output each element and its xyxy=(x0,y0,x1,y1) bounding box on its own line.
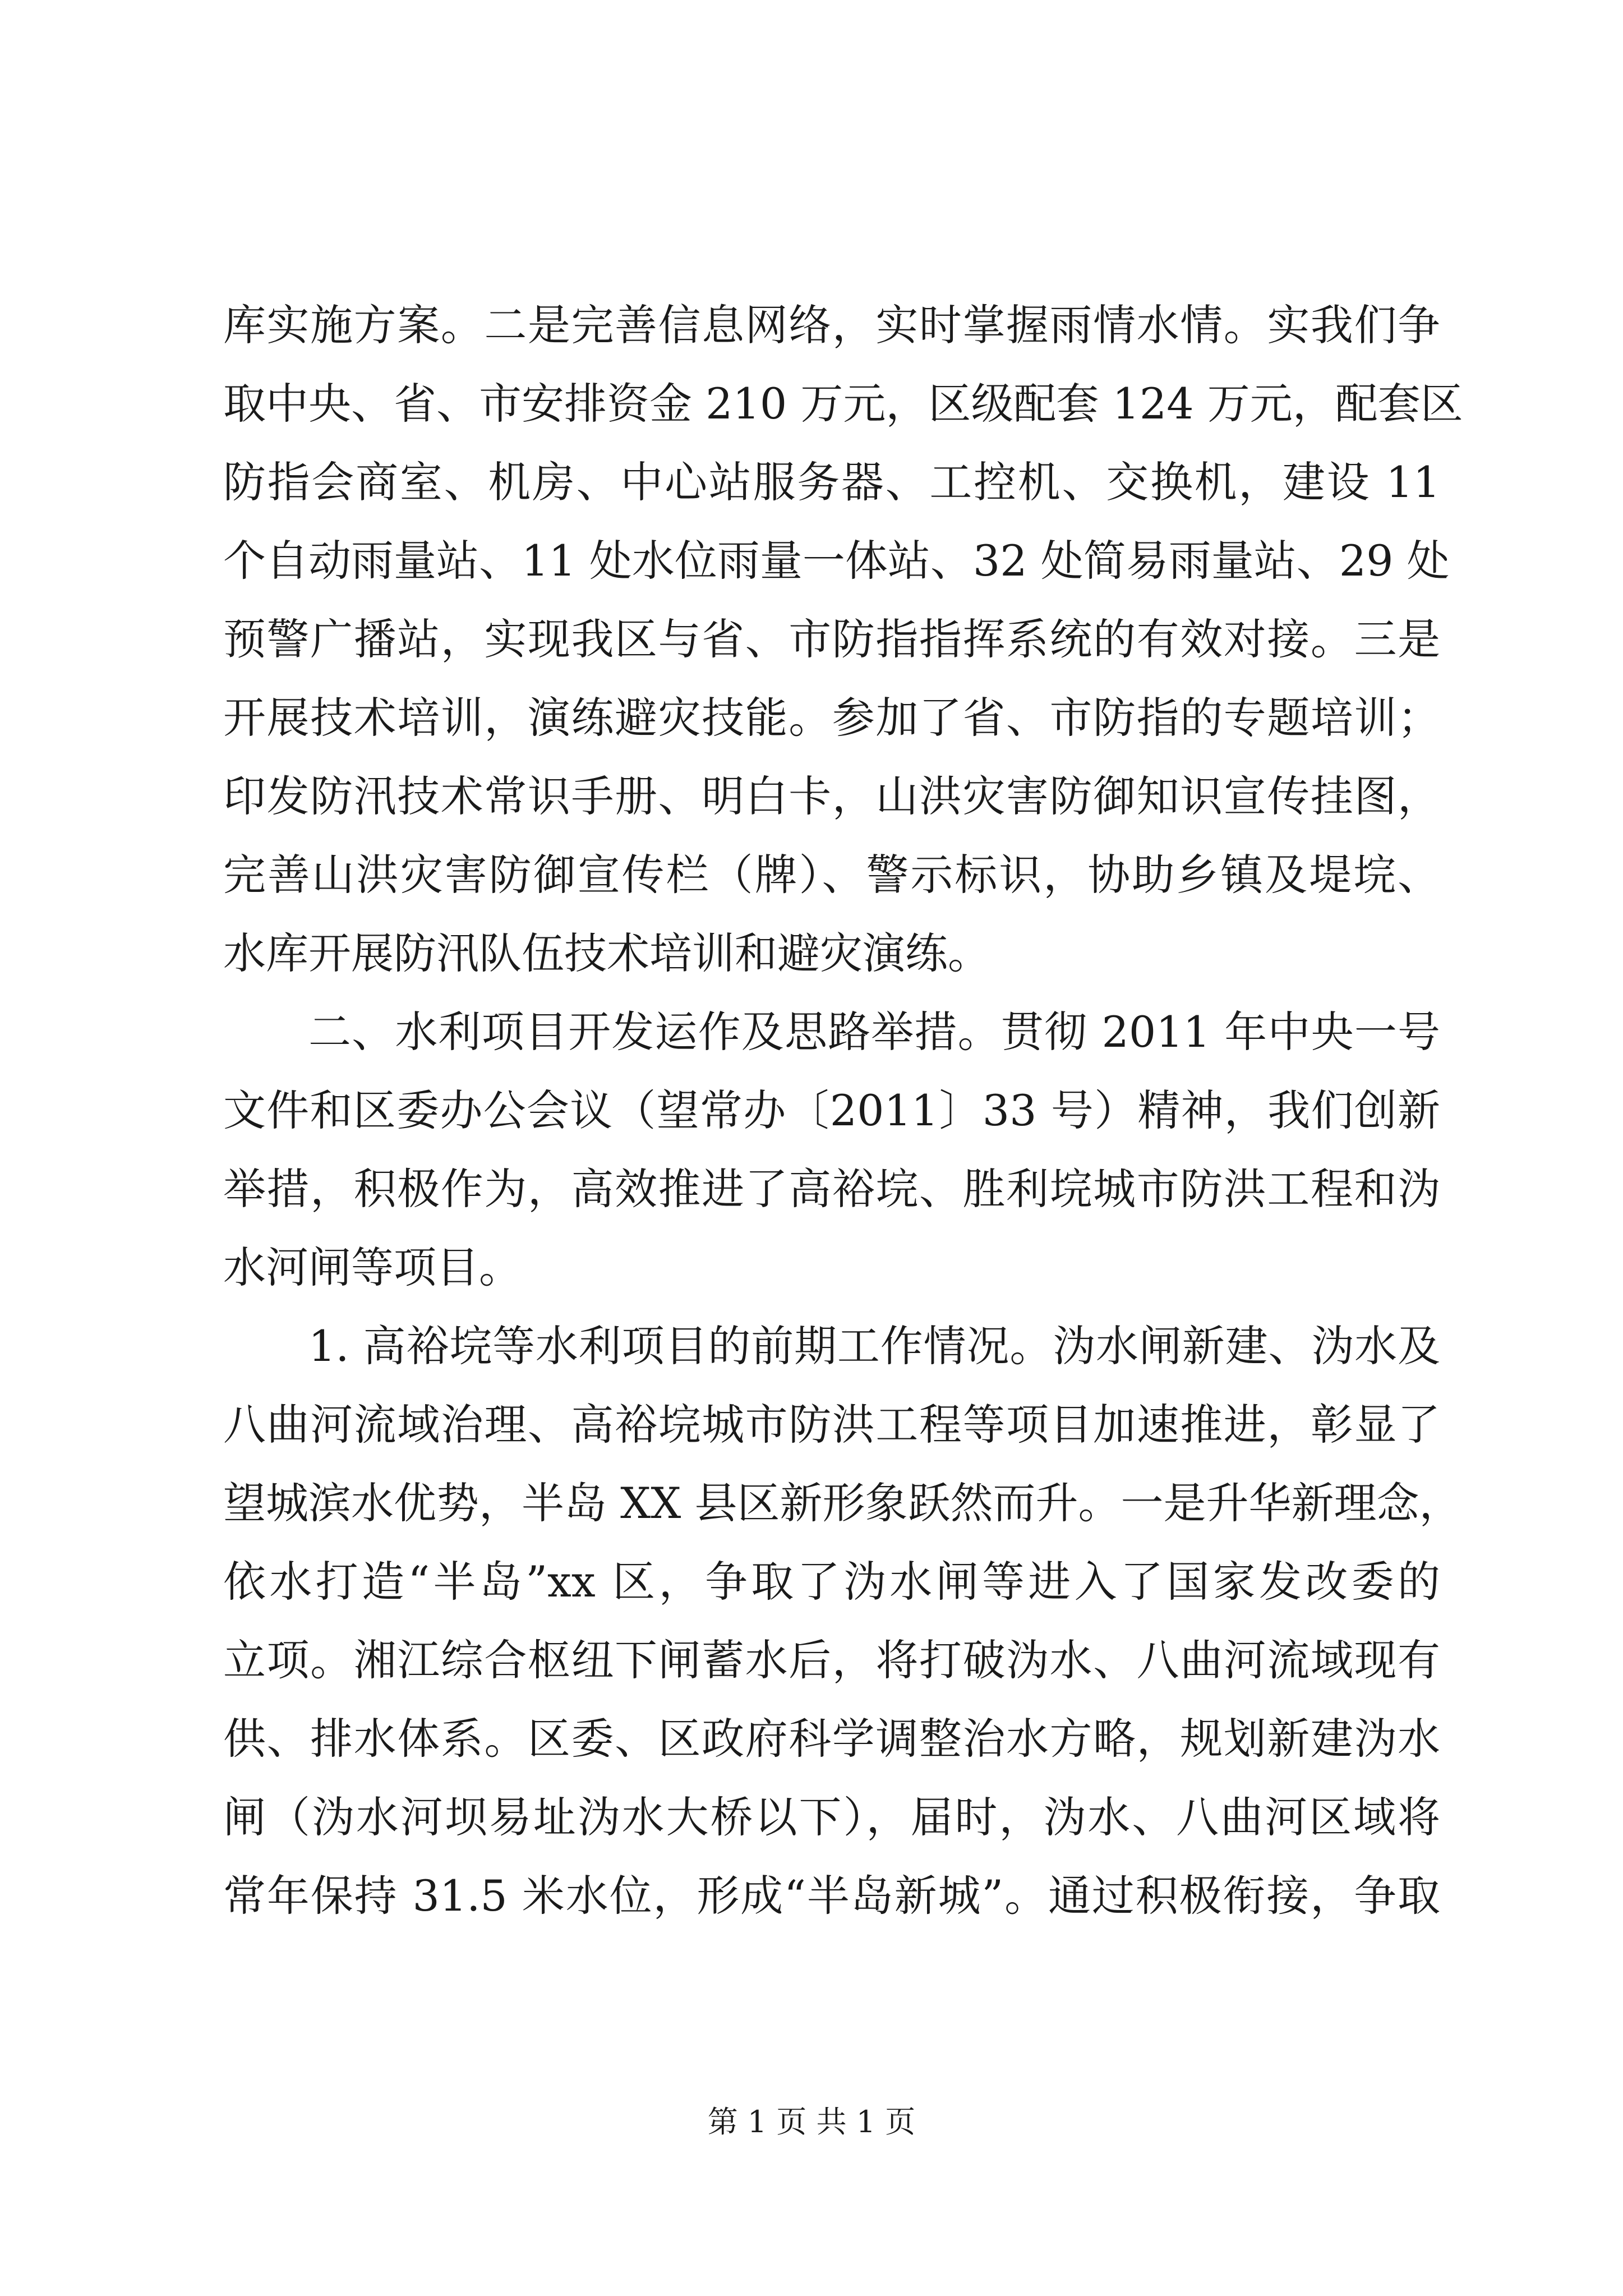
section-heading-line: 二、水利项目开发运作及思路举措。贯彻 2011 年中央一号 xyxy=(308,1007,1440,1057)
text-line: 库实施方案。二是完善信息网络，实时掌握雨情水情。实我们争 xyxy=(223,300,1440,350)
text-line: 预警广播站，实现我区与省、市防指指挥系统的有效对接。三是 xyxy=(223,614,1440,664)
text-line: 防指会商室、机房、中心站服务器、工控机、交换机，建设 11 xyxy=(223,457,1440,507)
text-line: 开展技术培训，演练避灾技能。参加了省、市防指的专题培训； xyxy=(223,693,1440,743)
text-line: 取中央、省、市安排资金 210 万元，区级配套 124 万元，配套区 xyxy=(223,379,1463,429)
document-body xyxy=(223,286,1463,1935)
text-line: 个自动雨量站、11 处水位雨量一体站、32 处简易雨量站、29 处 xyxy=(223,536,1450,586)
text-line: 供、排水体系。区委、区政府科学调整治水方略，规划新建沩水 xyxy=(223,1714,1440,1764)
text-line: 八曲河流域治理、高裕垸城市防洪工程等项目加速推进，彰显了 xyxy=(223,1400,1440,1450)
page-footer: 第 1 页 共 1 页 xyxy=(707,2104,916,2139)
text-line: 完善山洪灾害防御宣传栏（牌）、警示标识，协助乡镇及堤垸、 xyxy=(223,850,1440,900)
text-line: 望城滨水优势，半岛 XX 县区新形象跃然而升。一是升华新理念， xyxy=(223,1478,1462,1528)
text-line: 印发防汛技术常识手册、明白卡，山洪灾害防御知识宣传挂图， xyxy=(223,771,1440,821)
text-line: 常年保持 31.5 米水位，形成“半岛新城”。通过积极衔接，争取 xyxy=(223,1871,1440,1921)
text-line: 闸（沩水河坝易址沩水大桥以下），届时，沩水、八曲河区域将 xyxy=(223,1792,1440,1842)
text-line: 水河闸等项目。 xyxy=(223,1243,522,1292)
text-line: 文件和区委办公会议（望常办〔2011〕33 号）精神，我们创新 xyxy=(223,1085,1440,1135)
text-line: 举措，积极作为，高效推进了高裕垸、胜利垸城市防洪工程和沩 xyxy=(223,1164,1440,1214)
subsection-heading-line: 1. 高裕垸等水利项目的前期工作情况。沩水闸新建、沩水及 xyxy=(308,1321,1440,1371)
text-line: 水库开展防汛队伍技术培训和避灾演练。 xyxy=(223,928,990,978)
text-line: 依水打造“半岛”xx 区，争取了沩水闸等进入了国家发改委的 xyxy=(223,1557,1440,1607)
text-line: 立项。湘江综合枢纽下闸蓄水后，将打破沩水、八曲河流域现有 xyxy=(223,1635,1440,1685)
